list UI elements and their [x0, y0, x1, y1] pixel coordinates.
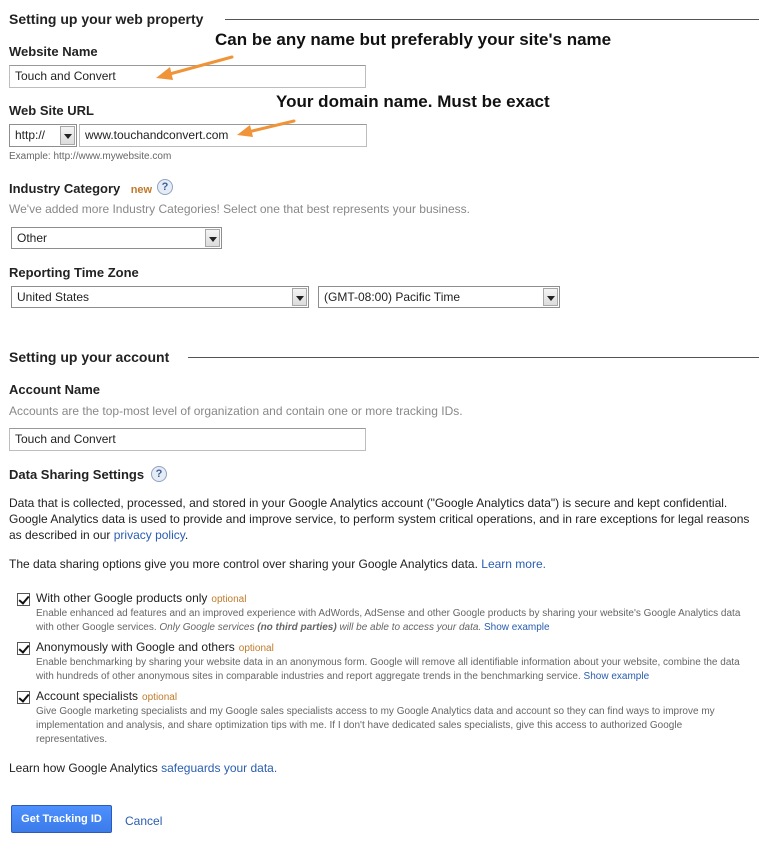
- property-section-title: Setting up your web property: [9, 11, 204, 27]
- website-url-label: Web Site URL: [9, 103, 94, 118]
- new-badge: new: [130, 184, 153, 196]
- cancel-link[interactable]: Cancel: [125, 814, 163, 828]
- industry-select-value: Other: [17, 231, 48, 245]
- section-divider: [225, 19, 759, 20]
- account-specialists-checkbox[interactable]: [17, 691, 30, 704]
- option-label: Anonymously with Google and others: [36, 640, 235, 654]
- learn-more-link[interactable]: Learn more.: [481, 557, 546, 571]
- data-sharing-para1: Data that is collected, processed, and stored in your Google Analytics account ("Google Analytics data") is secure and kept confidential. Google Analytics data is used to provide and improve service, to perform system critical operations, and in rare exceptions for legal reasons as described in our: [9, 496, 750, 542]
- optional-badge: optional: [211, 594, 247, 605]
- show-example-link[interactable]: Show example: [583, 671, 650, 682]
- country-select[interactable]: [11, 286, 309, 308]
- data-sharing-label: Data Sharing Settings: [9, 467, 145, 482]
- option-description: Enable benchmarking by sharing your website data in an anonymous form. Google will remove all identifiable information about your website, combine the data with hundreds of other anonymous sites in comparable industries and report aggregate trends in the benchmarking service. Show example: [36, 657, 740, 682]
- option-description: Give Google marketing specialists and my Google sales specialists access to my Google Analytics data and account so they can find ways to improve my implementation and analysis, and share optimization tips with me. If I don't have dedicated sales specialists, give this access to authorized Google representatives.: [36, 706, 715, 745]
- data-sharing-description: Data that is collected, processed, and stored in your Google Analytics account ("Google Analytics data") is secure and kept confidential. Google Analytics data is used to provide and improve service, to perform system critical operations, and in rare exceptions for legal reasons as described in our privacy policy.: [9, 496, 750, 542]
- account-name-input[interactable]: Touch and Convert: [9, 428, 366, 451]
- url-callout: Your domain name. Must be exact: [276, 92, 550, 111]
- data-sharing-para2: The data sharing options give you more control over sharing your Google Analytics data.: [9, 557, 478, 571]
- time-zone-select-value: (GMT-08:00) Pacific Time: [324, 290, 461, 304]
- country-select-value: United States: [17, 290, 90, 304]
- callout-arrow-url: [232, 117, 302, 139]
- time-zone-label: Reporting Time Zone: [9, 265, 139, 280]
- time-zone-select[interactable]: [318, 286, 560, 308]
- optional-badge: optional: [238, 643, 274, 654]
- optional-badge: optional: [142, 692, 178, 703]
- help-icon[interactable]: ?: [151, 466, 167, 482]
- option-title: [36, 591, 246, 605]
- industry-helper: We've added more Industry Categories! Select one that best represents your business.: [9, 202, 470, 216]
- show-example-link[interactable]: Show example: [484, 622, 550, 633]
- option-title: [36, 689, 177, 703]
- option-description: Enable enhanced ad features and an improved experience with AdWords, AdSense and other Google products by sharing your website's Google Analytics data with other Google services. Only Google services (no third parties) will be able to access your data. Show example: [36, 608, 741, 633]
- get-tracking-id-button[interactable]: Get Tracking ID: [11, 805, 112, 833]
- protocol-select[interactable]: [9, 124, 77, 147]
- privacy-policy-link[interactable]: privacy policy: [113, 528, 185, 542]
- chevron-down-icon: [543, 288, 558, 306]
- industry-select[interactable]: [11, 227, 222, 249]
- industry-label: Industry Category: [9, 181, 121, 196]
- industry-label-row: [9, 180, 152, 198]
- section-divider: [188, 357, 759, 358]
- chevron-down-icon: [60, 126, 75, 145]
- account-section-title: Setting up your account: [9, 349, 170, 365]
- chevron-down-icon: [292, 288, 307, 306]
- website-name-input[interactable]: Touch and Convert: [9, 65, 366, 88]
- account-name-label: Account Name: [9, 382, 101, 397]
- safeguards-prefix: Learn how Google Analytics: [9, 761, 158, 775]
- safeguards-link[interactable]: safeguards your data.: [161, 761, 278, 775]
- option-label: Account specialists: [36, 689, 139, 703]
- safeguards-line: [9, 760, 277, 776]
- option-label: With other Google products only: [36, 591, 208, 605]
- account-name-helper: Accounts are the top-most level of organization and contain one or more tracking IDs.: [9, 404, 463, 418]
- website-url-input[interactable]: www.touchandconvert.com: [79, 124, 367, 147]
- url-example: Example: http://www.mywebsite.com: [9, 151, 172, 162]
- callout-arrow-name: [150, 52, 240, 82]
- data-sharing-intro: [9, 556, 759, 572]
- anonymous-sharing-checkbox[interactable]: [17, 642, 30, 655]
- chevron-down-icon: [205, 229, 220, 247]
- help-icon[interactable]: ?: [157, 179, 173, 195]
- option-title: [36, 640, 274, 654]
- website-name-label: Website Name: [9, 44, 98, 59]
- protocol-select-value: http://: [15, 128, 46, 142]
- name-callout: Can be any name but preferably your site's name: [215, 30, 612, 49]
- google-products-checkbox[interactable]: [17, 593, 30, 606]
